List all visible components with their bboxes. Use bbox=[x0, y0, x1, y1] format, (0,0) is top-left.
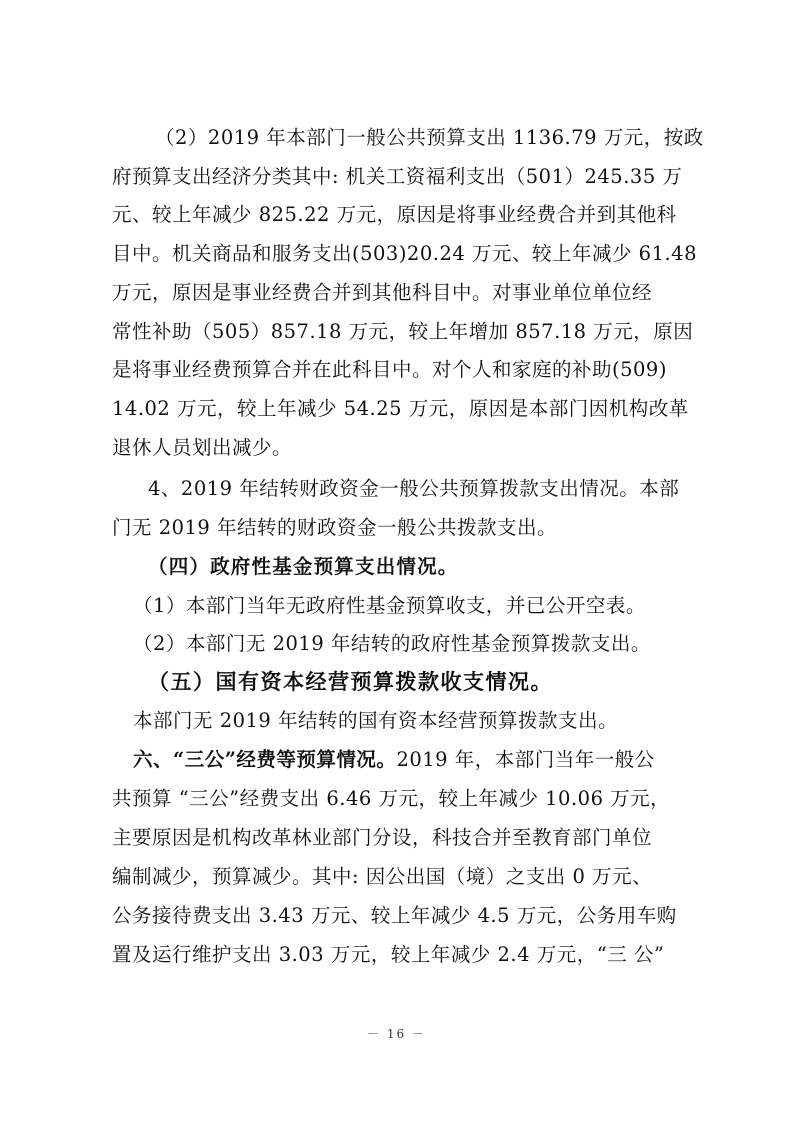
section-heading-state-capital: （五）国有资本经营预算拨款收支情况。 bbox=[148, 669, 553, 694]
text-line: 14.02 万元，较上年减少 54.25 万元，原因是本部门因机构改革 bbox=[112, 397, 689, 420]
section-heading-three-public: 六、“三公”经费等预算情况。 bbox=[133, 748, 397, 771]
text-line: 常性补助（505）857.18 万元，较上年增加 857.18 万元，原因 bbox=[112, 320, 694, 343]
text-line: 府预算支出经济分类其中: 机关工资福利支出（501）245.35 万 bbox=[112, 165, 683, 188]
text-line: 主要原因是机构改革林业部门分设，科技合并至教育部门单位 bbox=[112, 826, 653, 849]
text-line: 4、2019 年结转财政资金一般公共预算拨款支出情况。本部 bbox=[148, 477, 680, 500]
list-item: （1）本部门当年无政府性基金预算收支，并已公开空表。 bbox=[133, 594, 646, 617]
page-number: － 16 － bbox=[367, 1027, 426, 1041]
text-line: 公务接待费支出 3.43 万元、较上年减少 4.5 万元，公务用车购 bbox=[112, 904, 677, 927]
text-line: 目中。机关商品和服务支出(503)20.24 万元、较上年减少 61.48 bbox=[112, 242, 697, 265]
text-line bbox=[133, 746, 655, 774]
text-line: 是将事业经费预算合并在此科目中。对个人和家庭的补助(509) bbox=[112, 358, 667, 381]
text-line: 门无 2019 年结转的财政资金一般公共拨款支出。 bbox=[112, 516, 558, 539]
text-line: 置及运行维护支出 3.03 万元，较上年减少 2.4 万元，“三 公” bbox=[112, 943, 665, 966]
text-line: 退休人员划出减少。 bbox=[112, 436, 293, 459]
state-capital-text: 本部门无 2019 年结转的国有资本经营预算拨款支出。 bbox=[133, 709, 619, 732]
inline-text: 2019 年，本部门当年一般公 bbox=[396, 748, 655, 771]
text-line: 共预算 “三公”经费支出 6.46 万元，较上年减少 10.06 万元， bbox=[112, 787, 671, 810]
list-item: （2）本部门无 2019 年结转的政府性基金预算拨款支出。 bbox=[133, 632, 651, 655]
section-heading-government-fund: （四）政府性基金预算支出情况。 bbox=[148, 555, 459, 578]
text-line: 万元，原因是事业经费合并到其他科目中。对事业单位单位经 bbox=[112, 281, 653, 304]
text-line: 元、较上年减少 825.22 万元，原因是将事业经费合并到其他科 bbox=[112, 203, 677, 226]
text-line: （2）2019 年本部门一般公共预算支出 1136.79 万元，按政 bbox=[155, 126, 704, 149]
text-line: 编制减少，预算减少。其中: 因公出国（境）之支出 0 万元、 bbox=[112, 865, 653, 888]
